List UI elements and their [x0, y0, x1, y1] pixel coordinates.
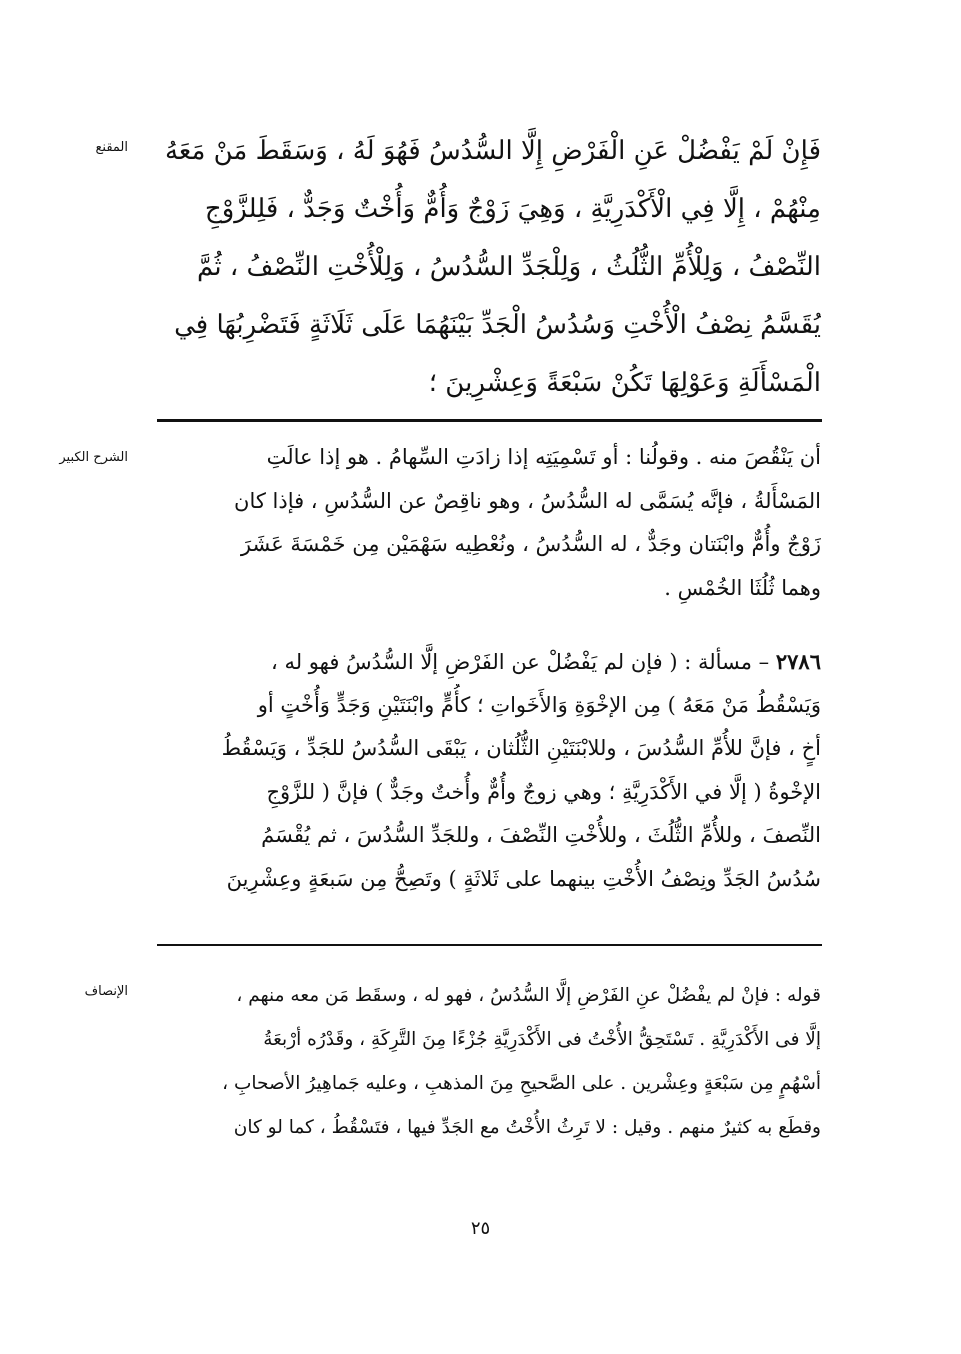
sharh-text [141, 436, 821, 610]
muqni-line: فَإِنْ لَمْ يَفْضُلْ عَنِ الْفَرْضِ إِلَّا السُّدُسُ فَهُوَ لَهُ ، وَسَقَطَ مَنْ مَعَهُ [164, 136, 821, 166]
masala-line: أخٍ ، فإنَّ للأُمِّ السُّدُسَ ، وللابْنَتَيْنِ الثُّلُثان ، يَبْقَى السُّدُسُ للجَدِّ ، وَيَسْقُطُ [221, 736, 821, 760]
masala-line: وَيَسْقُطُ مَنْ مَعَهُ ) مِن الإخْوَةِ وَالأَخَواتِ ؛ كأُمٍّ وابْنَتَيْنِ وَجَدٍّ وَأُخْتٍ أو [257, 692, 821, 717]
sharh-line: أن يَنْقُصَ منه . وقولُنا : أو تَسْمِيَتِه إذا زادَتِ السِّهامُ . هو إذا عالَتِ [266, 445, 821, 469]
masala-line: سُدُسُ الجَدِّ ونِصْفُ الأُخْتِ بينهما على ثَلاثَةٍ ) وتَصِحُّ مِن سَبعَةٍ وعِشْرِينَ [226, 866, 821, 891]
insaf-line: إلَّا فى الأَكْدَرِيَّةِ . تَسْتَحِقُّ الأُخْتُ فى الأَكْدَرِيَّةِ جُزْءًا مِنَ التَّرِكَةِ ، وقَدْرُه أرْبعَةُ [263, 1029, 821, 1050]
muqni-line: النِّصْفُ ، وَلِلْأُمِّ الثُّلُثُ ، وَلِلْجَدِّ السُّدُسُ ، وَلِلْأُخْتِ النِّصْفُ ، ثُمَّ [197, 252, 821, 282]
insaf-label: الإنصاف [84, 984, 128, 999]
sharh-section [0, 432, 961, 942]
insaf-section [0, 970, 961, 1180]
muqni-label: المقنع [95, 140, 128, 155]
page-number: ٢٥ [470, 1218, 491, 1239]
sharh-line: زَوْجٌ وأُمٌّ وابْنَتان وجَدٌّ ، له السُّدُسُ ، ونُعْطِيه سَهْمَيْن مِن خَمْسَةَ عَشَرَ [240, 532, 821, 556]
muqni-text [141, 122, 821, 412]
muqni-line: يُقَسَّمُ نِصْفُ الْأُخْتِ وَسُدُسُ الْجَدِّ بَيْنَهُمَا عَلَى ثَلَاثَةٍ فَتَضْرِبُهَا فِي [174, 310, 821, 340]
section-divider-thin [157, 944, 822, 946]
insaf-line: قوله : فإنْ لم يفْضُلْ عنِ الفَرْضِ إلَّا السُّدُسُ ، فهو له ، وسقَط مَن معه منهم ، [236, 985, 821, 1006]
masala-text [141, 640, 821, 901]
insaf-line: وقطَع به كثيرٌ منهم . وقيل : لا تَرِثُ الأُخْتُ مع الجَدِّ فيها ، فتَسْقُطُ ، كما لو كان [233, 1117, 821, 1138]
insaf-text [141, 974, 821, 1150]
insaf-line: أسْهُمٍ مِن سَبْعَةٍ وعِشْرين . على الصَّحيحِ مِنَ المذهبِ ، وعليه جَماهِيرُ الأصحابِ ، [222, 1073, 821, 1094]
masala-first-line [141, 640, 821, 684]
masala-line: الإخْوةُ ( إلَّا في الأَكْدَرِيَّةِ ؛ وهي زوجٌ وأُمٌّ وأُختٌ وجَدٌّ ) فإنَّ ( للزَّوْجِ [266, 779, 821, 804]
sharh-label: الشرح الكبير [59, 450, 128, 465]
muqni-section [0, 112, 961, 422]
sharh-line: وهما ثُلُثَا الخُمْسِ . [664, 575, 821, 600]
muqni-line: مِنْهُمْ ، إِلَّا فِي الْأَكْدَرِيَّةِ ، وَهِيَ زَوْجٌ وَأُمٌّ وَأُخْتٌ وَجَدٌّ ، فَلِلزَّوْجِ [204, 194, 821, 224]
sharh-line: المَسْأَلةُ ، فإنَّه يُسَمَّى له السُّدُسُ ، وهو ناقِصٌ عن السُّدُسِ ، فإذا كان [234, 488, 821, 513]
masala-line: – مسألة : ( فإن لم يَفْضُلْ عن الفَرْضِ إلَّا السُّدُسُ فهو له ، [271, 650, 770, 674]
masala-number: ٢٧٨٦ [775, 649, 821, 674]
section-divider-thick [157, 419, 822, 422]
muqni-line: الْمَسْأَلَةِ وَعَوْلِهَا تَكُنْ سَبْعَةً وَعِشْرِينَ ؛ [428, 368, 821, 398]
masala-line: النِّصفَ ، وللأُمِّ الثُّلُثَ ، وللأُخْتِ النِّصْفَ ، وللجَدِّ السُّدُسَ ، ثم يُقْسَمُ [261, 823, 821, 847]
